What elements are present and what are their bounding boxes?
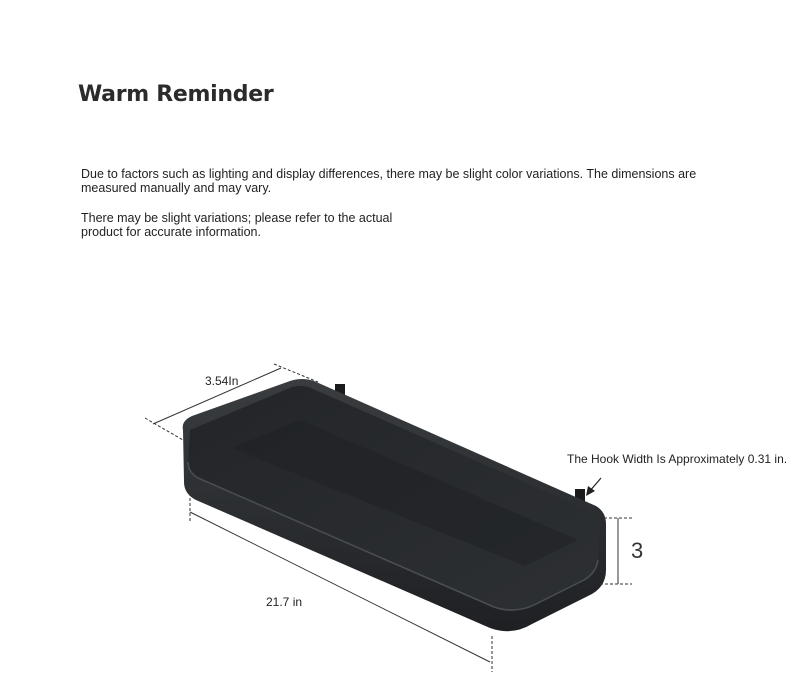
hook-pointer-arrow (586, 478, 601, 496)
warm-reminder-heading: Warm Reminder (78, 82, 274, 107)
height-label: 3 (631, 538, 644, 563)
width-label: 3.54In (205, 374, 239, 388)
length-label: 21.7 in (266, 595, 303, 609)
color-variation-note: Due to factors such as lighting and display differences, there may be slight color variations. The dimensions are measured manually and may vary. (81, 167, 697, 195)
accuracy-note: There may be slight variations; please refer to the actual product for accurate information. (81, 211, 393, 239)
black-tray-shape (183, 379, 606, 631)
hook-width-note: The Hook Width Is Approximately 0.31 in. (567, 452, 788, 466)
